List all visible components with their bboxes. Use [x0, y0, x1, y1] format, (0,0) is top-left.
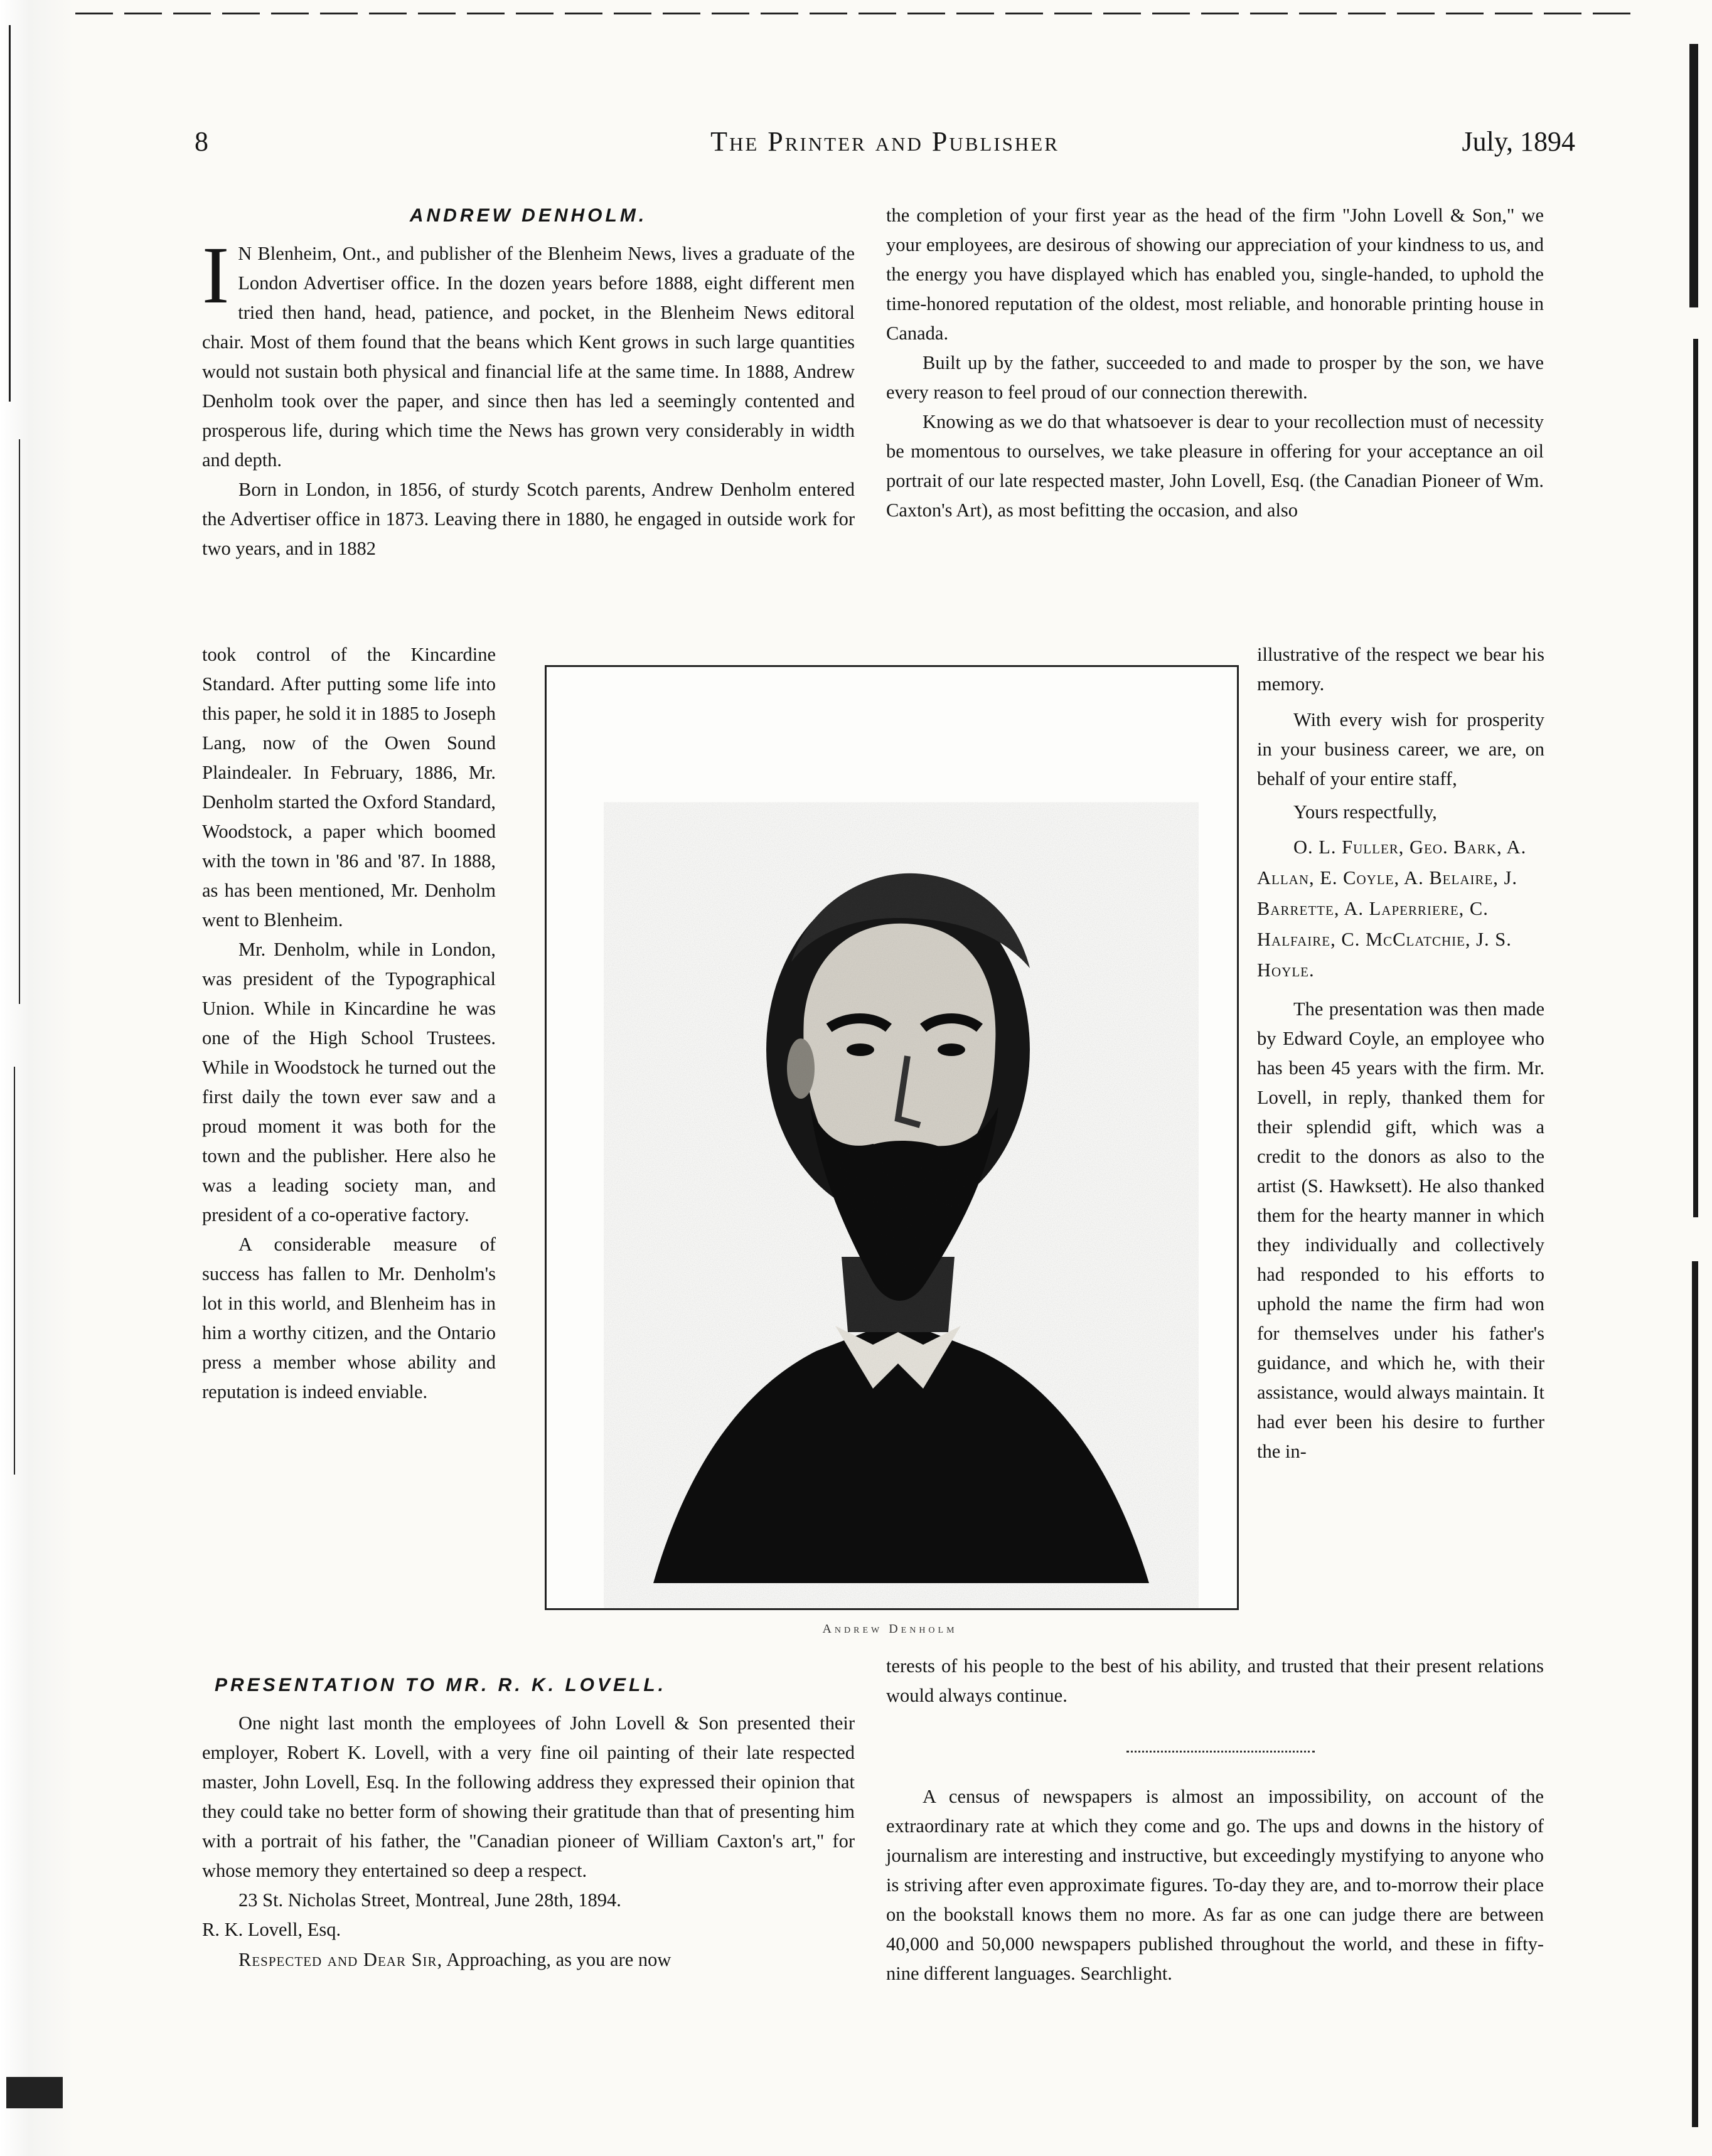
section-separator — [1126, 1751, 1315, 1753]
article-paragraph: took control of the Kincardine Standard. After putting some life into this paper, he sold it in 1885 to Joseph Lang, now of the Owen Sound Plaindealer. In February, 1886, Mr. Denholm started the Oxford Standard, Woodstock, a paper which boomed with the town in '86 and '87. In 1888, as has been mentioned, Mr. Denholm went to Blenheim. — [202, 644, 496, 931]
letter-paragraph: With every wish for prosperity in your business career, we are, on behalf of your entire staff, — [1257, 709, 1544, 789]
letter-text: Approaching, as you are now — [446, 1949, 671, 1970]
portrait-photo — [545, 665, 1239, 1610]
article-presentation-narrow — [1257, 640, 1544, 1466]
article-paragraph: Mr. Denholm, while in London, was president of the Typographical Union. While in Kincardine he was one of the High School Trustees. While in Woodstock he turned out the first daily the town ever saw and a proud moment it was both for the town and the publisher. Here also he was a leading society man, and president of a co-operative factory. — [202, 939, 496, 1225]
letter-salutation: Respected and Dear Sir, — [238, 1949, 443, 1970]
article-paragraph: A census of newspapers is almost an impossibility, on account of the extraordinary rate at which they come and go. The ups and downs in the history of journalism are interesting and instructive, but exceedingly mystifying to anyone who is striving after even approximate figures. To-day they are, and to-morrow their place on the bookstall knows them no more. As far as one can judge there are between 40,000 and 50,000 newspapers published throughout the world, and these in fifty-nine different languages. Searchlight. — [886, 1786, 1544, 1984]
letter-dateline: 23 St. Nicholas Street, Montreal, June 28th, 1894. — [238, 1889, 621, 1911]
article-andrew-denholm-continued — [202, 640, 496, 1407]
scan-streak — [1693, 339, 1698, 1217]
article-paragraph: The presentation was then made by Edward Coyle, an employee who has been 45 years with the firm. Mr. Lovell, in reply, thanked them for their splendid gift, which was a credit to the donors as also to the artist (S. Hawksett). He also thanked them for the hearty manner in which they individually and collectively had responded to his efforts to uphold the name the firm had won for themselves under his father's guidance, and which he, with their assistance, would always maintain. It had ever been his desire to further the in- — [1257, 998, 1544, 1462]
issue-date: July, 1894 — [1462, 126, 1575, 157]
letter-signatories: O. L. Fuller, Geo. Bark, A. Allan, E. Coyle, A. Belaire, J. Barrette, A. Laperriere, C. Halfaire, C. McClatchie, J. S. Hoyle. — [1257, 836, 1527, 981]
scan-blot — [6, 2077, 63, 2108]
paragraph-text: N Blenheim, Ont., and publisher of the Blenheim News, lives a graduate of the London Advertiser office. In the dozen years before 1888, eight different men tried then hand, head, patience, and pocket, in the Blenheim News editoral chair. Most of them found that the beans which Kent grows in such large quantities would not sustain both physical and financial life at the same time. In 1888, Andrew Denholm took over the paper, and since then has led a seemingly contented and prosperous life, during which time the News has grown very considerably in width and depth. — [202, 243, 855, 471]
article-andrew-denholm — [202, 201, 855, 563]
article-presentation-continued — [886, 201, 1544, 525]
publication-title: The Printer and Publisher — [710, 126, 1059, 157]
article-paragraph: One night last month the employees of John Lovell & Son presented their employer, Robert K. Lovell, with a very fine oil painting of their late respected master, John Lovell, Esq. In the following address they expressed their opinion that they could take no better form of showing their gratitude than that of presenting him with a portrait of his father, the "Canadian pioneer of William Caxton's art," for whose memory they entertained so deep a respect. — [202, 1712, 855, 1881]
letter-paragraph: Knowing as we do that whatsoever is dear to your recollection must of necessity be momentous to ourselves, we take pleasure in offering for your acceptance an oil portrait of our late respected master, John Lovell, Esq. (the Canadian Pioneer of Wm. Caxton's Art), as most befitting the occasion, and also — [886, 411, 1544, 521]
running-head — [195, 125, 1575, 163]
article-paragraph: A considerable measure of success has fallen to Mr. Denholm's lot in this world, and Blenheim has in him a worthy citizen, and the Ontario press a member whose ability and reputation is indeed enviable. — [202, 1234, 496, 1402]
scan-streak — [9, 25, 11, 402]
article-newspaper-census — [886, 1782, 1544, 1988]
article-presentation — [202, 1670, 855, 1975]
page-top-rule — [75, 13, 1632, 14]
letter-paragraph: the completion of your first year as the head of the firm "John Lovell & Son," we your employees, are desirous of showing our appreciation of your kindness to us, and the energy you have displayed which has enabled you, single-handed, to uphold the time-honored reputation of the oldest, most reliable, and honorable printing house in Canada. — [886, 205, 1544, 344]
letter-opening — [202, 1945, 855, 1975]
page-number: 8 — [195, 126, 208, 157]
scan-streak — [19, 439, 20, 1004]
letter-addressee: R. K. Lovell, Esq. — [202, 1919, 341, 1940]
scan-left-margin — [0, 0, 74, 2156]
drop-cap: I — [202, 230, 230, 321]
article-paragraph: Born in London, in 1856, of sturdy Scotch parents, Andrew Denholm entered the Advertiser office in 1873. Leaving there in 1880, he engaged in outside work for two years, and in 1882 — [202, 479, 855, 559]
scan-streak — [1689, 44, 1698, 307]
scan-right-margin — [1674, 38, 1712, 2152]
portrait-caption: Andrew Denholm — [822, 1622, 958, 1636]
letter-paragraph: illustrative of the respect we bear his memory. — [1257, 644, 1544, 695]
scan-streak — [1692, 1261, 1698, 2127]
article-heading: ANDREW DENHOLM. — [409, 205, 648, 226]
letter-closing: Yours respectfully, — [1293, 801, 1437, 823]
article-paragraph — [202, 230, 855, 475]
article-presentation-end — [886, 1652, 1544, 1710]
letter-paragraph: Built up by the father, succeeded to and made to prosper by the son, we have every reason to feel proud of our connection therewith. — [886, 352, 1544, 403]
article-paragraph: terests of his people to the best of his ability, and trusted that their present relations would always continue. — [886, 1655, 1544, 1706]
article-heading: PRESENTATION TO MR. R. K. LOVELL. — [215, 1675, 667, 1695]
portrait-illustration — [547, 667, 1237, 1608]
scan-streak — [14, 1067, 15, 1475]
